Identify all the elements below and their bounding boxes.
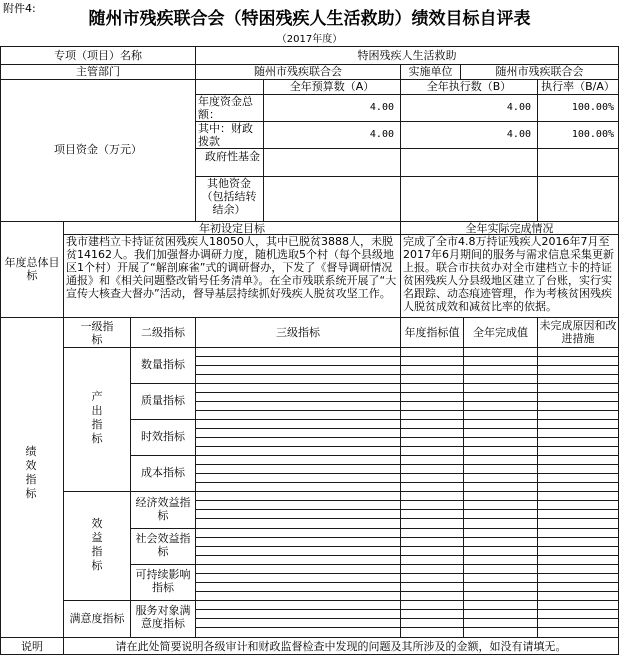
frame-top-line [0,46,619,47]
satisfaction-indicators-label: 满意度指标 [69,612,125,625]
sub-row-line [195,537,619,538]
planned-header: 年初设定目标 [199,222,265,235]
sub-row-line [195,573,619,574]
level1-header: 一级指标 [80,320,114,346]
row-line [63,600,619,601]
sub-row-line [195,582,619,583]
attachment-label: 附件4: [3,2,36,15]
output-indicators-label: 产出指标 [91,390,103,445]
sub-row-line [195,473,619,474]
page-title: 随州市残疾联合会（特困残疾人生活救助）绩效目标自评表 [88,9,531,29]
row-line [130,455,619,456]
col-line [400,221,401,317]
impl-label: 实施单位 [408,65,453,78]
fund-budget-value: 4.00 [369,129,394,140]
sub-row-line [195,446,619,447]
row-line [130,564,619,565]
actual-goal-text: 完成了全市4.8万持证残疾人2016年7月至2017年6月期间的服务与需求信息采集更新上报。联合市扶贫办对全市建档立卡的持证贫困残疾人分县级地区建立了台账，实行实名跟踪、动态痕迹管理，作为考核贫困残疾人脱贫成效和减贫比率的依据。 [403,235,614,313]
effect-item: 社会效益指标 [135,532,191,558]
budget-header: 全年预算数（A） [289,80,375,93]
sub-row-line [195,428,619,429]
row-line [130,383,619,384]
effect-item: 可持续影响指标 [135,568,191,594]
row-line [130,419,619,420]
output-item: 质量指标 [141,394,185,407]
sub-row-line [195,356,619,357]
col-line [195,79,196,221]
actual-header: 全年实际完成情况 [465,222,554,235]
target-header: 年度指标值 [404,326,460,339]
notes-label: 说明 [21,640,43,653]
fund-exec-value: 4.00 [506,129,531,140]
sub-row-line [195,392,619,393]
sub-row-line [195,365,619,366]
fund-row-label: 政府性基金 [205,150,260,163]
reason-header: 未完成原因和改进措施 [539,319,617,345]
rate-header: 执行率（B/A） [541,80,615,93]
row-line [63,347,619,348]
frame-left-line [0,46,1,655]
col-line [63,221,64,637]
sub-row-line [195,401,619,402]
sub-row-line [195,609,619,610]
output-item: 成本指标 [141,466,185,479]
sub-row-line [195,555,619,556]
fund-rate-value: 100.00% [571,102,614,113]
funds-label: 项目资金（万元） [54,143,142,156]
sub-row-line [195,464,619,465]
exec-header: 全年执行数（B） [426,80,512,93]
fund-row-label: 年度资金总额： [198,95,253,121]
planned-goal-text: 我市建档立卡持证贫困残疾人18050人，其中已脱贫3888人，未脱贫14162人。我们加强督办调研力度，随机选取5个村（每个县级地区1个村）开展了“解剖麻雀”式的调研督办，下发了《督导调研情况通报》和《相关问题整改销号任务清单》。在全市残联系统开展了“大宣传大核查大督办”活动，督导基层持续抓好残疾人脱贫攻坚工作。 [66,235,397,300]
effect-item: 经济效益指标 [135,496,191,522]
dept-value: 随州市残疾联合会 [254,65,342,78]
row-line [0,637,619,638]
row-line [195,148,619,149]
fund-budget-value: 4.00 [369,102,394,113]
project-name-label: 专项（项目）名称 [54,49,142,62]
sub-row-line [195,627,619,628]
notes-text: 请在此处简要说明各级审计和财政监督检查中发现的问题及其所涉及的金额，如没有请填无。 [115,640,567,653]
fund-rate-value: 100.00% [571,129,614,140]
year-label: （2017年度） [276,34,343,45]
level3-header: 三级指标 [276,326,320,339]
level2-header: 二级指标 [141,326,185,339]
output-item: 数量指标 [141,358,185,371]
sub-row-line [195,437,619,438]
fund-row-label: 其他资金（包括结转结余） [201,177,257,216]
sub-row-line [195,509,619,510]
row-line [0,317,619,318]
dept-label: 主管部门 [76,65,120,78]
satisfaction-item: 服务对象满意度指标 [135,604,191,630]
sub-row-line [195,546,619,547]
row-line [63,491,619,492]
fund-row-label: 其中：财政拨款 [198,122,253,148]
sub-row-line [195,618,619,619]
indicators-label: 绩效指标 [25,445,37,500]
actual-value-header: 全年完成值 [473,326,528,339]
sub-row-line [195,482,619,483]
sub-row-line [195,500,619,501]
row-line [130,528,619,529]
fund-exec-value: 4.00 [506,102,531,113]
project-name-value: 特困残疾人生活救助 [357,49,457,62]
effect-indicators-label: 效益指标 [91,517,103,572]
sub-row-line [195,374,619,375]
sub-row-line [195,591,619,592]
impl-value: 随州市残疾联合会 [495,65,584,78]
sub-row-line [195,518,619,519]
sub-row-line [195,410,619,411]
output-item: 时效指标 [141,430,185,443]
goals-label: 年度总体目标 [4,256,60,282]
